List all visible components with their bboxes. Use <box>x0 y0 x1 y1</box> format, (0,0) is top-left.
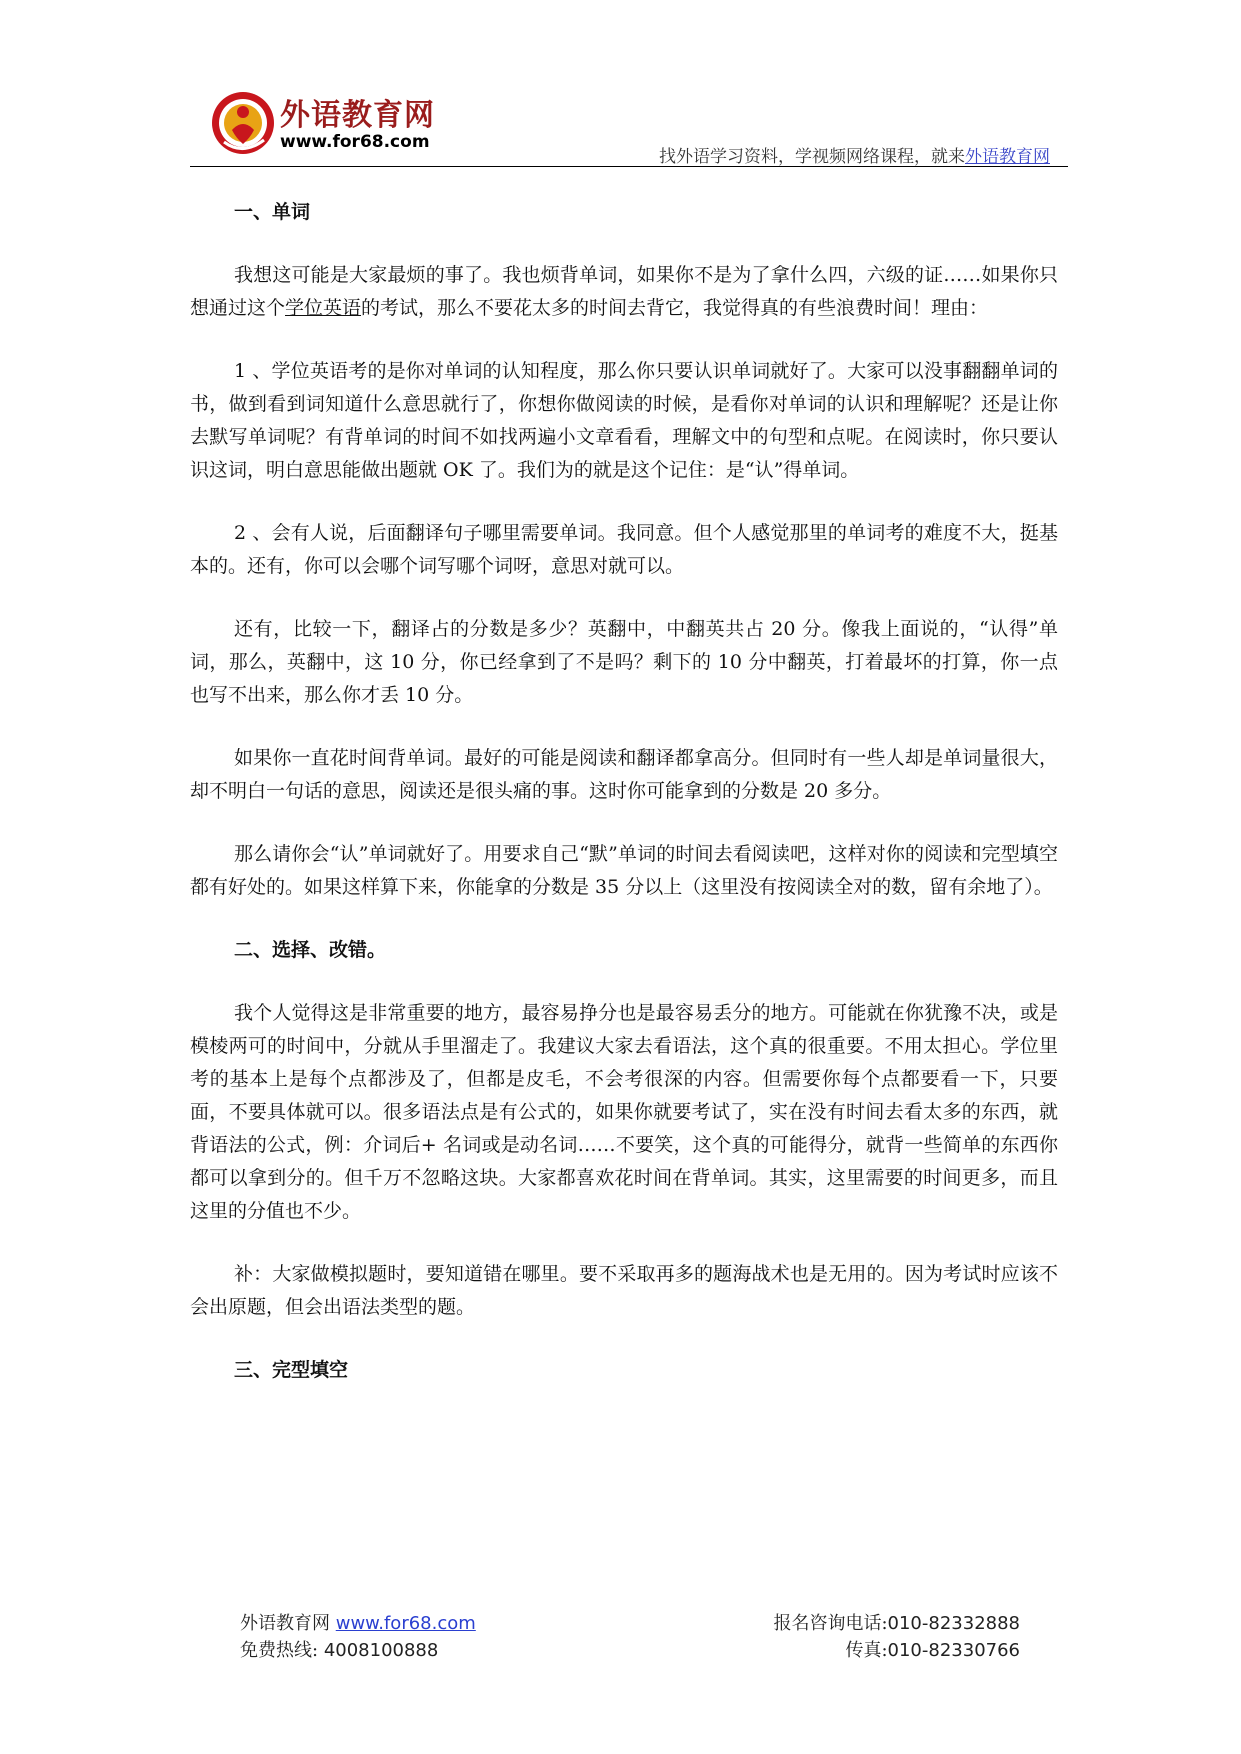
site-logo[interactable] <box>210 90 455 164</box>
paragraph: 那么请你会“认”单词就好了。用要求自己“默”单词的时间去看阅读吧，这样对你的阅读和完型填空都有好处的。如果这样算下来，你能拿的分数是 35 分以上（这里没有按阅读全对的数，留有余地了）。 <box>190 843 1058 898</box>
paragraph: 1 、学位英语考的是你对单词的认知程度，那么你只要认识单词就好了。大家可以没事翻翻单词的书，做到看到词知道什么意思就行了，你想你做阅读的时候，是看你对单词的认识和理解呢？还是让你去默写单词呢？有背单词的时间不如找两遍小文章看看，理解文中的句型和点呢。在阅读时，你只要认识这词，明白意思能做出题就 OK 了。我们为的就是这个记住：是“认”得单词。 <box>190 360 1058 481</box>
header-divider <box>190 166 1068 167</box>
header-tagline <box>659 142 1050 167</box>
paragraph: 还有，比较一下，翻译占的分数是多少？英翻中，中翻英共占 20 分。像我上面说的，“认得”单词，那么，英翻中，这 10 分，你已经拿到了不是吗？剩下的 10 分中翻英，打着最坏的打算，你一点也写不出来，那么你才丢 10 分。 <box>190 618 1058 706</box>
paragraph-text: 的考试，那么不要花太多的时间去背它，我觉得真的有些浪费时间！理由： <box>361 297 989 319</box>
section-heading: 二、选择、改错。 <box>234 939 387 961</box>
paragraph: 补：大家做模拟题时，要知道错在哪里。要不采取再多的题海战术也是无用的。因为考试时应该不会出原题，但会出语法类型的题。 <box>190 1263 1058 1318</box>
tagline-text: 找外语学习资料，学视频网络课程，就来 <box>659 147 965 167</box>
section-heading: 三、完型填空 <box>234 1359 349 1381</box>
paragraph: 我个人觉得这是非常重要的地方，最容易挣分也是最容易丢分的地方。可能就在你犹豫不决，或是模棱两可的时间中，分就从手里溜走了。我建议大家去看语法，这个真的很重要。不用太担心。学位里考的基本上是每个点都涉及了，但都是皮毛，不会考很深的内容。但需要你每个点都要看一下，只要面，不要具体就可以。很多语法点是有公式的，如果你就要考试了，实在没有时间去看太多的东西，就背语法的公式，例：介词后+ 名词或是动名词……不要笑，这个真的可能得分，就背一些简单的东西你都可以拿到分的。但千万不忽略这块。大家都喜欢花时间在背单词。其实，这里需要的时间更多，而且这里的分值也不少。 <box>190 1002 1058 1222</box>
logo-person-icon <box>210 90 276 156</box>
footer-fax <box>845 1637 1020 1664</box>
paragraph-text: 我想这可能是大家最烦的事了。我也烦背单词，如果你不是为了拿什么四，六级的证……如果你只想通过这个 <box>190 264 1058 319</box>
footer-site-link[interactable]: www.for68.com <box>335 1613 476 1634</box>
logo-url: www.for68.com <box>280 132 430 152</box>
footer-consult <box>773 1610 1020 1637</box>
fax-number: 010-82330766 <box>887 1640 1020 1661</box>
tagline-link[interactable]: 外语教育网 <box>965 147 1050 167</box>
page-header <box>190 82 1068 168</box>
consult-phone: 010-82332888 <box>887 1613 1020 1634</box>
paragraph <box>190 259 1058 325</box>
footer-site <box>240 1610 476 1637</box>
hotline-label: 免费热线: <box>240 1640 319 1661</box>
consult-label: 报名咨询电话: <box>773 1613 888 1634</box>
paragraph: 2 、会有人说，后面翻译句子哪里需要单词。我同意。但个人感觉那里的单词考的难度不大，挺基本的。还有，你可以会哪个词写哪个词呀，意思对就可以。 <box>190 522 1058 577</box>
footer-site-label: 外语教育网 <box>240 1613 330 1634</box>
page-footer <box>240 1610 1020 1664</box>
logo-text: 外语教育网 <box>280 98 435 133</box>
fax-label: 传真: <box>845 1640 888 1661</box>
article-body <box>190 196 1058 1387</box>
inline-link[interactable]: 学位英语 <box>285 297 362 319</box>
paragraph: 如果你一直花时间背单词。最好的可能是阅读和翻译都拿高分。但同时有一些人却是单词量很大，却不明白一句话的意思，阅读还是很头痛的事。这时你可能拿到的分数是 20 多分。 <box>190 747 1058 802</box>
footer-hotline <box>240 1637 438 1664</box>
section-heading: 一、单词 <box>234 201 311 223</box>
hotline-number: 4008100888 <box>323 1640 439 1661</box>
